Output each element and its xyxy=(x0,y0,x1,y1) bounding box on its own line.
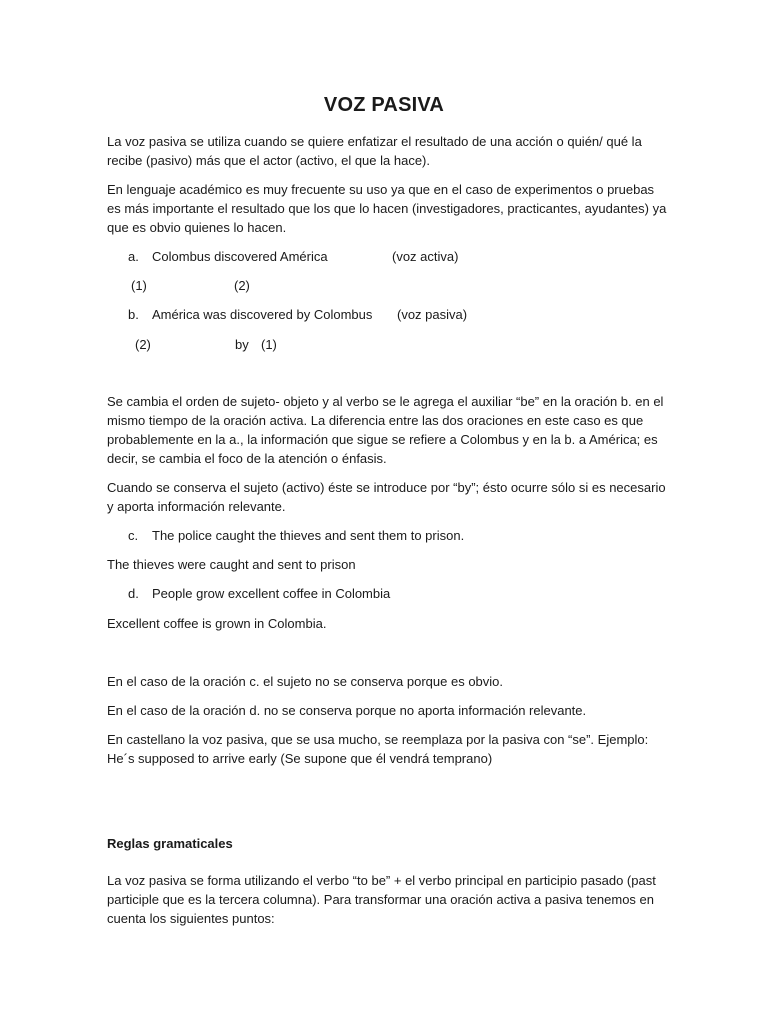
example-b-sentence: América was discovered by Colombus xyxy=(152,307,373,322)
page-title: VOZ PASIVA xyxy=(323,94,445,116)
castellano-paragraph: En castellano la voz pasiva, que se usa mucho, se reemplaza por la pasiva con “se”. Ejemplo: He´s supposed to arrive early (Se supone que él vendrá temprano) xyxy=(107,732,649,766)
example-b-note: (voz pasiva) xyxy=(397,307,468,322)
note-c-paragraph: En el caso de la oración c. el sujeto no se conserva porque es obvio. xyxy=(107,674,504,689)
example-a-sentence: Colombus discovered América xyxy=(152,249,328,264)
example-d-marker: d. xyxy=(128,586,139,601)
example-b-by: by xyxy=(235,337,249,352)
example-c-passive: The thieves were caught and sent to prison xyxy=(107,557,356,572)
note-d-paragraph: En el caso de la oración d. no se conserva porque no aporta información relevante. xyxy=(107,703,587,718)
example-b-tag-1: (2) xyxy=(135,337,151,352)
explanation-paragraph-2: Cuando se conserva el sujeto (activo) éste se introduce por “by”; ésto ocurre sólo si es necesario y aporta información relevante. xyxy=(107,480,666,514)
example-d-passive: Excellent coffee is grown in Colombia. xyxy=(107,616,327,631)
example-b-tag-2: (1) xyxy=(261,337,277,352)
example-a-marker: a. xyxy=(128,249,139,264)
example-b-marker: b. xyxy=(128,307,139,322)
rules-paragraph: La voz pasiva se forma utilizando el verbo “to be” + el verbo principal en participio pasado (past participle que es la tercera columna). Para transformar una oración activa a pasiva tenemos en cuenta los siguientes puntos: xyxy=(107,873,656,926)
explanation-paragraph-1: Se cambia el orden de sujeto- objeto y al verbo se le agrega el auxiliar “be” en la oración b. en el mismo tiempo de la oración activa. La diferencia entre las dos oraciones en este caso es que probablemente en la a., la información que sigue se refiere a Colombus y en la b. a América; es decir, se cambia el foco de la atención o énfasis. xyxy=(107,394,664,466)
intro-paragraph-1: La voz pasiva se utiliza cuando se quiere enfatizar el resultado de una acción o quién/ qué la recibe (pasivo) más que el actor (activo, el que la hace). xyxy=(107,134,642,168)
example-d-sentence: People grow excellent coffee in Colombia xyxy=(152,586,391,601)
example-a-note: (voz activa) xyxy=(392,249,459,264)
example-c-marker: c. xyxy=(128,528,139,543)
intro-paragraph-2: En lenguaje académico es muy frecuente su uso ya que en el caso de experimentos o pruebas es más importante el resultado que los que lo hacen (investigadores, practicantes, ayudantes) ya que es obvio quienes lo hacen. xyxy=(107,182,667,235)
example-a-tag-2: (2) xyxy=(234,278,250,293)
example-c-sentence: The police caught the thieves and sent them to prison. xyxy=(152,528,465,543)
example-a-tag-1: (1) xyxy=(131,278,147,293)
rules-heading: Reglas gramaticales xyxy=(107,836,233,851)
